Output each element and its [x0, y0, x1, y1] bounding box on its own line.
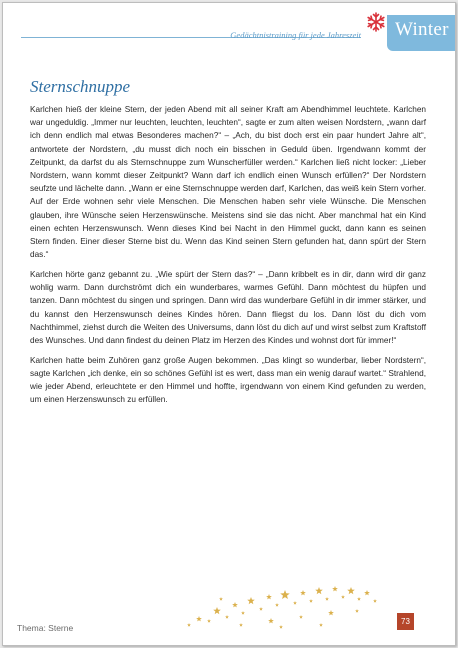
decorative-star — [341, 595, 345, 599]
decorative-star — [232, 602, 238, 607]
golden-stars-icon — [181, 581, 381, 633]
decorative-star — [259, 607, 263, 611]
decorative-star — [309, 599, 313, 603]
topic-label: Thema: Sterne — [17, 623, 74, 633]
decorative-star — [299, 615, 303, 619]
decorative-star — [293, 601, 297, 605]
decorative-star — [355, 609, 359, 613]
decorative-star — [196, 616, 202, 621]
decorative-star — [239, 623, 243, 627]
decorative-star — [357, 597, 361, 601]
paragraph: Karlchen hieß der kleine Stern, der jeden Abend mit all seiner Kraft am Abendhimmel leuchtete. Karlchen war ungeduldig. „Immer nur leuchten, leuchten, leuchten“, sagte er zum alten weisen Nordstern, „wann darf ich denn endlich mal etwas Besonderes machen?“ – „Ach, du bist doch erst ein paar hundert Jahre alt“, antwortete der Nordstern, „du musst dich noch ein bisschen in Geduld üben. Irgendwann kommt der Zeitpunkt, da darfst du als Sternschnuppe zum Wunscherfüller werden.“ Karlchen ließ nicht locker: „Lieber Nordstern, wann kommt dieser Zeitpunkt? Wann darf ich endlich einen Wunsch erfüllen?“ Der Nordstern seufzte und lächelte dann. „Wann er eine Sternschnuppe werden darf, Karlchen, das weiß kein Stern vorher. Auf der Erde wohnen sehr viele Menschen. Die Menschen haben sehr viele Wünsche. Die Menschen glauben, ihre Wünsche seien Herzenswünsche. Meistens sind sie das nicht. Aber manchmal hat ein Kind einen echten Herzenswunsch. Wenn dieses Kind bei Nacht in den Himmel guckt, dann kann es seinen Stern finden. Einer dieser Sterne bist du. Wenn das Kind seinen Stern gefunden hat, dann spürt der Stern das.“ — [30, 105, 426, 260]
paragraph: Karlchen hatte beim Zuhören ganz große Augen bekommen. „Das klingt so wunderbar, lieber Nordstern“, sagte Karlchen „ich denke, ein so schönes Gefühl ist es wert, dass man ein wenig darauf wartet.“ Strahlend, wie jeder Abend, erleuchtete er den Himmel und hoffte, irgendwann von einem Kind gefunden zu werden, um einen Herzenswunsch zu erfüllen. — [30, 355, 426, 405]
decorative-star — [328, 610, 334, 615]
decorative-star — [266, 594, 272, 599]
article-body — [30, 103, 426, 413]
decorative-star — [213, 607, 221, 614]
decorative-star — [241, 611, 245, 615]
series-title: Gedächtnistraining für jede Jahreszeit — [230, 30, 361, 40]
decorative-star — [315, 587, 323, 594]
snowflake-icon — [365, 11, 387, 33]
decorative-star — [279, 625, 283, 629]
decorative-star — [332, 586, 338, 591]
decorative-star — [275, 603, 279, 607]
decorative-star — [319, 623, 323, 627]
page-number: 73 — [397, 613, 414, 630]
decorative-star — [325, 597, 329, 601]
decorative-star — [268, 618, 274, 623]
decorative-star — [347, 587, 355, 594]
decorative-star — [247, 597, 255, 604]
decorative-star — [219, 597, 223, 601]
decorative-star — [187, 623, 191, 627]
paragraph: Karlchen hörte ganz gebannt zu. „Wie spürt der Stern das?“ – „Dann kribbelt es in dir, dann wird dir ganz wohlig warm. Dann durchströmt dich ein wunderbares, warmes Gefühl. Dann möchtest du hüpfen und tanzen. Dann möchtest du singen und springen. Dann wird das wunderbare Gefühl in dir immer stärker, und du kannst den Herzenswunsch deines Kindes hören. Dann fliegst du los. Dann löst du dich vom Nachthimmel, ziehst durch die Weiten des Universums, dann löst du dich auf und wirst selbst zum Kraftstoff des Wunsches. Und dann findest du deinen Platz im Herzen des Kindes und wohnst dort für immer!“ — [30, 269, 426, 345]
decorative-star — [280, 590, 290, 599]
decorative-star — [300, 590, 306, 595]
decorative-star — [373, 599, 377, 603]
decorative-star — [364, 590, 370, 595]
document-page — [2, 2, 456, 646]
decorative-star — [225, 615, 229, 619]
decorative-star — [207, 619, 211, 623]
article-title: Sternschnuppe — [30, 77, 131, 96]
season-label: Winter — [395, 19, 449, 40]
